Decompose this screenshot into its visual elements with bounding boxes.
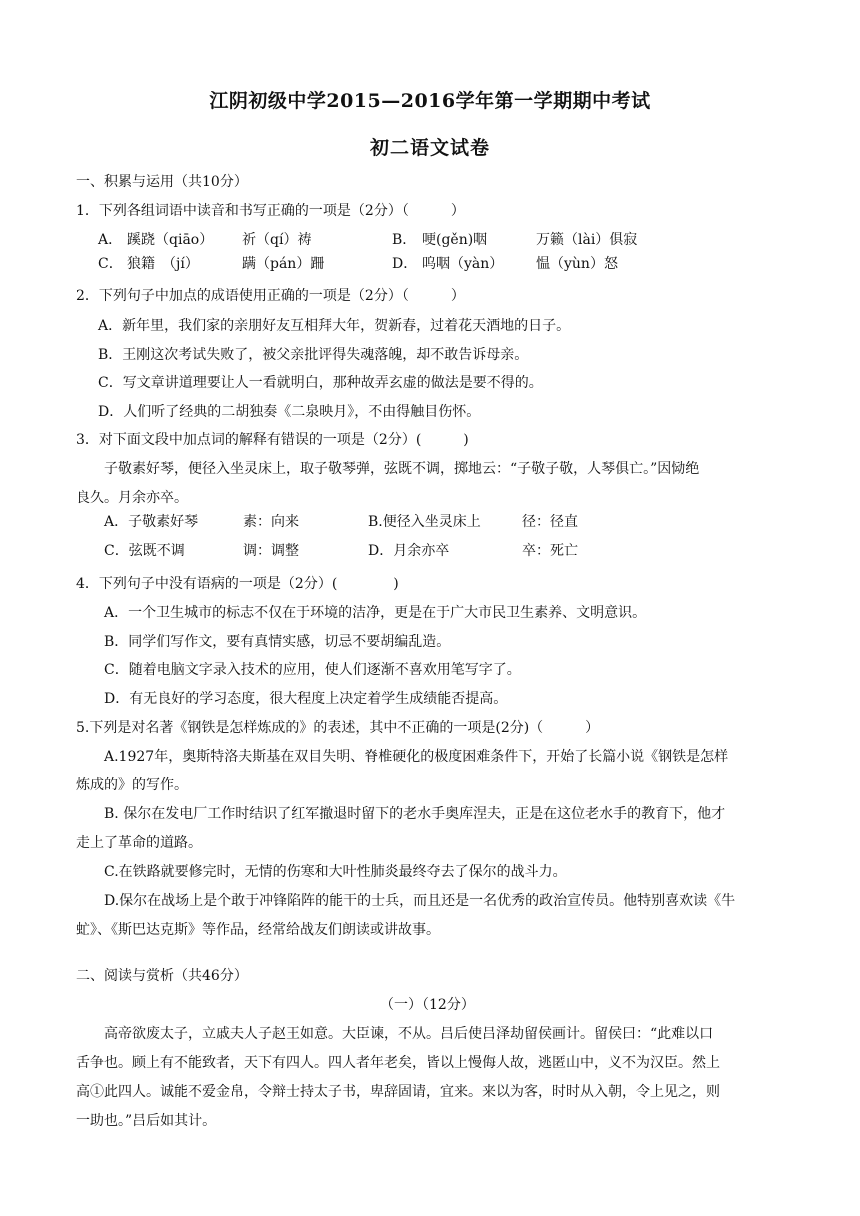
q1-option-c-label: C． — [98, 256, 123, 272]
reading-passage-line3: 高①此四人。诚能不爱金帛，令辩士持太子书，卑辞固请，宜来。来以为客，时时从入朝，令上见之，则 — [76, 1084, 720, 1100]
q5-option-b-line1: B. 保尔在发电厂工作时结识了红军撤退时留下的老水手奥库涅夫，正是在这位老水手的教育下，他才 — [104, 806, 726, 822]
q1-option-d-word2: 愠（yùn）怒 — [536, 256, 618, 272]
q1-option-c-word2: 蹒（pán）跚 — [242, 256, 325, 272]
q1-option-a-label: A． — [98, 232, 123, 248]
section-heading-1: 一、积累与运用（共10分） — [76, 174, 248, 190]
reading-passage-line1: 高帝欲废太子，立戚夫人子赵王如意。大臣谏，不从。吕后使吕泽劫留侯画计。留侯曰：“此难以口 — [104, 1026, 714, 1042]
q3-option-a-phrase: A．子敬素好琴 — [104, 514, 199, 530]
q5-option-c: C.在铁路就要修完时，无情的伤寒和大叶性肺炎最终夺去了保尔的战斗力。 — [104, 864, 567, 880]
q3-passage-line1: 子敬素好琴，便径入坐灵床上，取子敬琴弹，弦既不调，掷地云：“子敬子敬，人琴俱亡。”因恸绝 — [104, 461, 700, 477]
q1-option-d-word1: 呜咽（yàn） — [422, 256, 504, 272]
q5-option-d-line1: D.保尔在战场上是个敢于冲锋陷阵的能干的士兵，而且还是一名优秀的政治宣传员。他特别喜欢读《牛 — [104, 893, 736, 909]
q5-option-a-line1: A.1927年，奥斯特洛夫斯基在双目失明、脊椎硬化的极度困难条件下，开始了长篇小说《钢铁是怎样 — [104, 749, 729, 765]
q3-option-b-gloss: 径：径直 — [522, 514, 578, 530]
exam-title: 江阴初级中学2015—2016学年第一学期期中考试 — [209, 90, 651, 112]
q5-option-a-line2: 炼成的》的写作。 — [76, 777, 188, 793]
q2-option-c: C．写文章讲道理要让人一看就明白，那种故弄玄虚的做法是要不得的。 — [98, 375, 543, 391]
q3-stem: 3．对下面文段中加点词的解释有错误的一项是（2分）( ) — [76, 432, 469, 448]
reading-passage-line2: 舌争也。顾上有不能致者，天下有四人。四人者年老矣，皆以上慢侮人故，逃匿山中，义不为汉臣。然上 — [76, 1055, 720, 1071]
q4-option-b: B．同学们写作文，要有真情实感，切忌不要胡编乱造。 — [104, 634, 451, 650]
q1-option-b-label: B． — [392, 232, 417, 248]
q4-option-c: C．随着电脑文字录入技术的应用，使人们逐渐不喜欢用笔写字了。 — [104, 662, 521, 678]
q3-option-a-gloss: 素：向来 — [243, 514, 299, 530]
q4-stem: 4．下列句子中没有语病的一项是（2分）( ) — [76, 576, 399, 592]
q2-option-a: A．新年里，我们家的亲朋好友互相拜大年，贺新春，过着花天酒地的日子。 — [98, 318, 571, 334]
reading-passage-line4: 一助也。”吕后如其计。 — [76, 1113, 217, 1129]
q3-option-b-phrase: B.便径入坐灵床上 — [368, 514, 481, 530]
q1-option-a-word2: 祈（qí）祷 — [242, 232, 312, 248]
q1-option-b-word2: 万籁（lài）俱寂 — [536, 232, 638, 248]
q2-option-b: B．王刚这次考试失败了，被父亲批评得失魂落魄，却不敢告诉母亲。 — [98, 347, 529, 363]
q4-option-a: A．一个卫生城市的标志不仅在于环境的洁净，更是在于广大市民卫生素养、文明意识。 — [104, 605, 647, 621]
q2-option-d: D．人们听了经典的二胡独奏《二泉映月》，不由得触目伤怀。 — [98, 404, 481, 420]
q3-option-c-gloss: 调：调整 — [243, 543, 299, 559]
q5-option-d-line2: 虻》、《斯巴达克斯》等作品，经常给战友们朗读或讲故事。 — [76, 922, 440, 938]
q3-passage-line2: 良久。月余亦卒。 — [76, 490, 188, 506]
q2-stem: 2．下列句子中加点的成语使用正确的一项是（2分）（ ） — [76, 288, 465, 304]
q1-option-a-word1: 蹊跷（qiāo） — [127, 232, 214, 248]
q1-option-c-word1: 狼籍 （jí） — [127, 256, 199, 272]
q5-stem: 5.下列是对名著《钢铁是怎样炼成的》的表述，其中不正确的一项是(2分)（ ） — [76, 720, 600, 736]
q3-option-d-phrase: D．月余亦卒 — [368, 543, 450, 559]
q1-option-b-word1: 哽(gěn)咽 — [422, 232, 488, 248]
q5-option-b-line2: 走上了革命的道路。 — [76, 835, 202, 851]
exam-subtitle: 初二语文试卷 — [369, 137, 490, 159]
q1-stem: 1．下列各组词语中读音和书写正确的一项是（2分）（ ） — [76, 203, 465, 219]
q4-option-d: D．有无良好的学习态度，很大程度上决定着学生成绩能否提高。 — [104, 691, 508, 707]
q3-option-d-gloss: 卒：死亡 — [522, 543, 578, 559]
q3-option-c-phrase: C．弦既不调 — [104, 543, 185, 559]
section-heading-2: 二、阅读与赏析（共46分） — [76, 968, 248, 984]
q1-option-d-label: D． — [392, 256, 418, 272]
reading-part-1-heading: （一）（12分） — [380, 997, 475, 1013]
